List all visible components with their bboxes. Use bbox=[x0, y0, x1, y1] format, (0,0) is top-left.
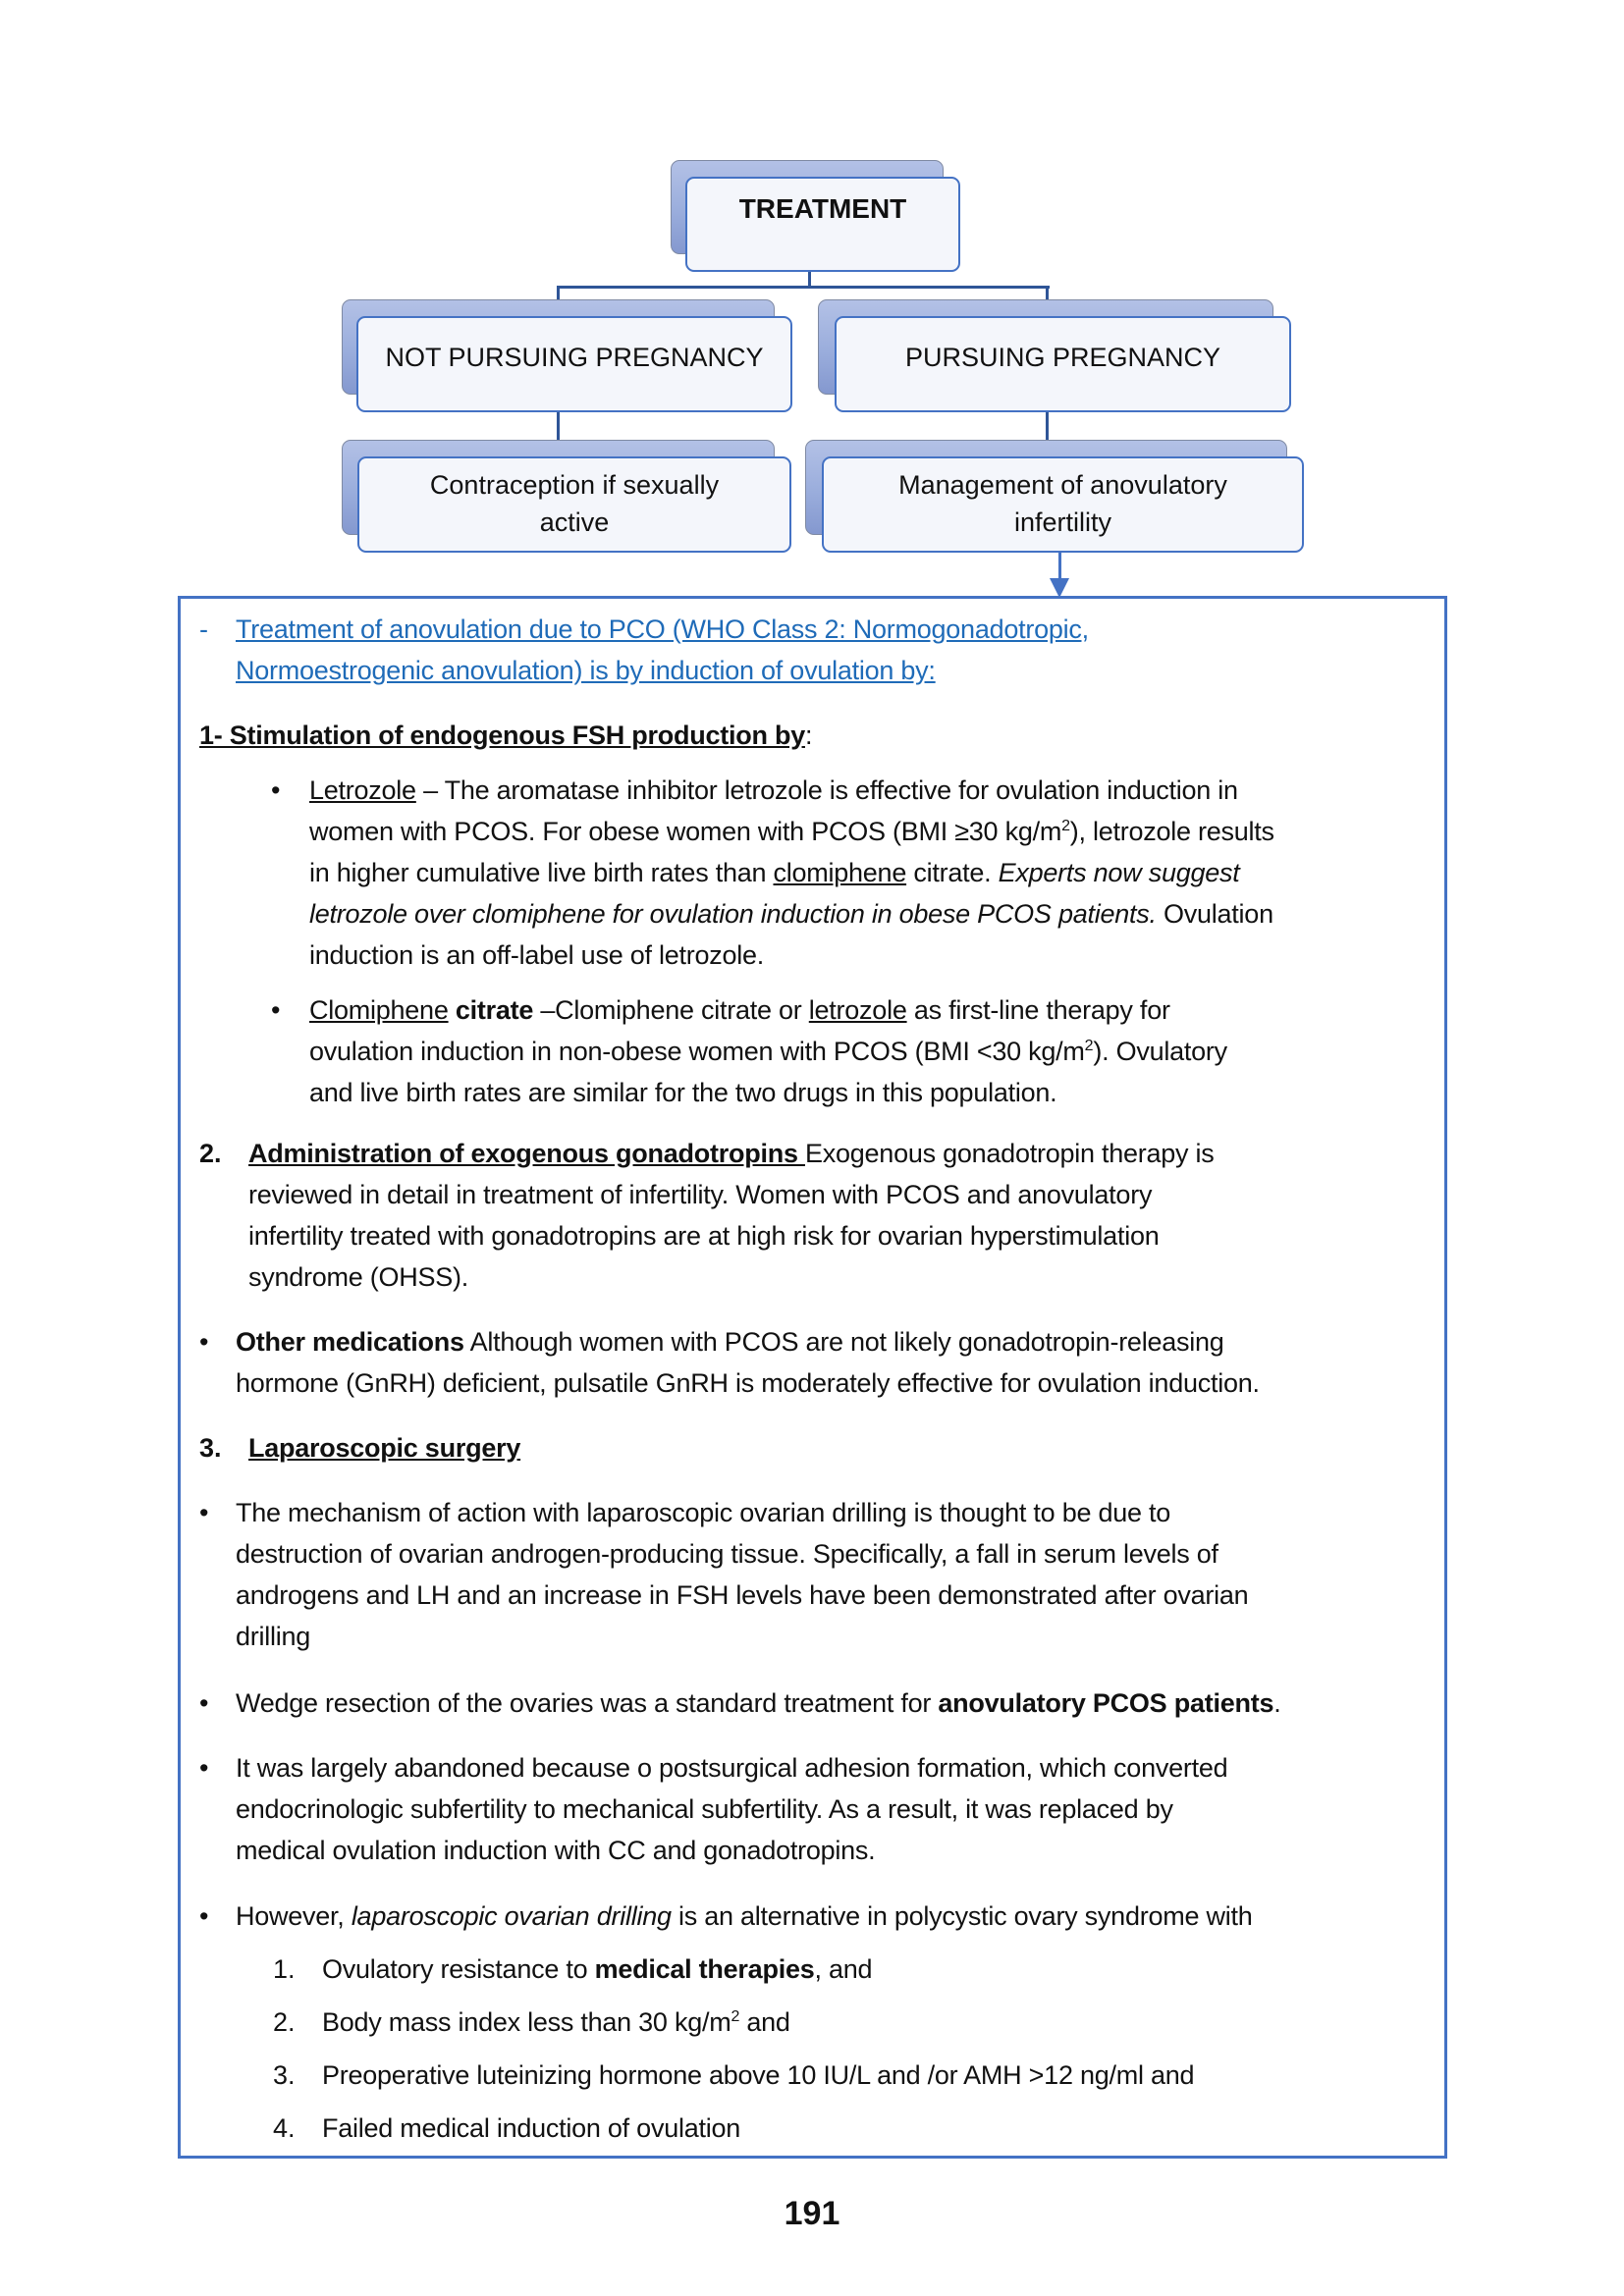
section-1-heading: 1- Stimulation of endogenous FSH production by: bbox=[199, 721, 813, 750]
bullet-icon: • bbox=[199, 1498, 209, 1527]
clomiphene-line-3: and live birth rates are similar for the two drugs in this population. bbox=[309, 1078, 1057, 1107]
connector-horizontal bbox=[557, 286, 1050, 289]
abandoned-line-2: endocrinologic subfertility to mechanical subfertility. As a result, it was replaced by bbox=[236, 1794, 1173, 1824]
left-leaf-line-1: Contraception if sexually bbox=[429, 470, 720, 500]
section-2-line-4: syndrome (OHSS). bbox=[248, 1262, 469, 1292]
root-box bbox=[685, 177, 960, 272]
bullet-icon: • bbox=[199, 1753, 209, 1783]
connector-left-leaf bbox=[557, 412, 560, 441]
bullet-icon: • bbox=[271, 775, 281, 805]
clomiphene-line-2: ovulation induction in non-obese women with PCOS (BMI <30 $kg/m^2$). Ovulatory bbox=[309, 1037, 1227, 1066]
section-2-line-2: reviewed in detail in treatment of infertility. Women with PCOS and anovulatory bbox=[248, 1180, 1153, 1209]
mechanism-line-3: androgens and LH and an increase in FSH levels have been demonstrated after ovarian bbox=[236, 1580, 1249, 1610]
left-branch-box bbox=[356, 316, 792, 412]
criteria-item-3: Preoperative luteinizing hormone above 10 IU/L and /or AMH >12 ng/ml and bbox=[322, 2060, 1195, 2090]
criteria-item-4: Failed medical induction of ovulation bbox=[322, 2113, 741, 2143]
section-2-number: 2. bbox=[199, 1139, 222, 1168]
right-branch-box bbox=[835, 316, 1291, 412]
section-2-line-1: Administration of exogenous gonadotropins Exogenous gonadotropin therapy is bbox=[248, 1139, 1215, 1168]
criteria-number-1: 1. bbox=[273, 1954, 296, 1984]
criteria-number-2: 2. bbox=[273, 2007, 296, 2037]
other-medications-line-2: hormone (GnRH) deficient, pulsatile GnRH is moderately effective for ovulation induction. bbox=[236, 1368, 1260, 1398]
left-branch-label: NOT PURSUING PREGNANCY bbox=[385, 343, 764, 372]
letrozole-line-2: women with PCOS. For obese women with PCOS (BMI ≥30 $kg/m^2$), letrozole results bbox=[309, 817, 1274, 846]
connector-right-leaf bbox=[1046, 412, 1049, 441]
clomiphene-line-1: Clomiphene citrate –Clomiphene citrate or letrozole as first-line therapy for bbox=[309, 995, 1170, 1025]
letrozole-line-3: in higher cumulative live birth rates than clomiphene citrate. Experts now suggest bbox=[309, 858, 1240, 887]
however-line: However, laparoscopic ovarian drilling is an alternative in polycystic ovary syndrome with bbox=[236, 1901, 1253, 1931]
criteria-number-4: 4. bbox=[273, 2113, 296, 2143]
wedge-line: Wedge resection of the ovaries was a standard treatment for anovulatory PCOS patients. bbox=[236, 1688, 1281, 1718]
bullet-icon: • bbox=[199, 1327, 209, 1357]
intro-line-2[interactable]: Normoestrogenic anovulation) is by induction of ovulation by: bbox=[236, 656, 936, 685]
left-leaf-box bbox=[357, 456, 791, 553]
connector-right-down bbox=[1046, 286, 1049, 300]
section-3-heading: Laparoscopic surgery bbox=[248, 1433, 521, 1463]
right-branch-label: PURSUING PREGNANCY bbox=[904, 343, 1221, 372]
letrozole-line-4: letrozole over clomiphene for ovulation induction in obese PCOS patients. Ovulation bbox=[309, 899, 1273, 929]
section-2-line-3: infertility treated with gonadotropins are at high risk for ovarian hyperstimulation bbox=[248, 1221, 1160, 1251]
page-number: 191 bbox=[784, 2195, 840, 2232]
letrozole-line-1: Letrozole – The aromatase inhibitor letrozole is effective for ovulation induction in bbox=[309, 775, 1238, 805]
right-leaf-line-2: infertility bbox=[1013, 507, 1112, 537]
mechanism-line-2: destruction of ovarian androgen-producing tissue. Specifically, a fall in serum levels of bbox=[236, 1539, 1218, 1569]
abandoned-line-3: medical ovulation induction with CC and gonadotropins. bbox=[236, 1836, 876, 1865]
bullet-icon: • bbox=[199, 1688, 209, 1718]
abandoned-line-1: It was largely abandoned because o postsurgical adhesion formation, which converted bbox=[236, 1753, 1228, 1783]
bullet-icon: • bbox=[271, 995, 281, 1025]
criteria-number-3: 3. bbox=[273, 2060, 296, 2090]
section-3-number: 3. bbox=[199, 1433, 222, 1463]
criteria-item-1: Ovulatory resistance to medical therapies, and bbox=[322, 1954, 873, 1984]
arrow-down-icon bbox=[1050, 578, 1069, 598]
right-leaf-box bbox=[822, 456, 1304, 553]
right-leaf-line-1: Management of anovulatory bbox=[898, 470, 1227, 500]
dash-marker: - bbox=[199, 614, 208, 644]
left-leaf-line-2: active bbox=[539, 507, 610, 537]
criteria-item-2: Body mass index less than 30 $kg/m^2$ and bbox=[322, 2007, 790, 2037]
root-label: TREATMENT bbox=[738, 193, 907, 224]
mechanism-line-1: The mechanism of action with laparoscopic ovarian drilling is thought to be due to bbox=[236, 1498, 1171, 1527]
connector-left-down bbox=[557, 286, 560, 300]
bullet-icon: • bbox=[199, 1901, 209, 1931]
other-medications-line-1: Other medications Although women with PCOS are not likely gonadotropin-releasing bbox=[236, 1327, 1224, 1357]
intro-line-1[interactable]: Treatment of anovulation due to PCO (WHO Class 2: Normogonadotropic, bbox=[236, 614, 1089, 644]
letrozole-line-5: induction is an off-label use of letrozole. bbox=[309, 940, 765, 970]
mechanism-line-4: drilling bbox=[236, 1622, 311, 1651]
